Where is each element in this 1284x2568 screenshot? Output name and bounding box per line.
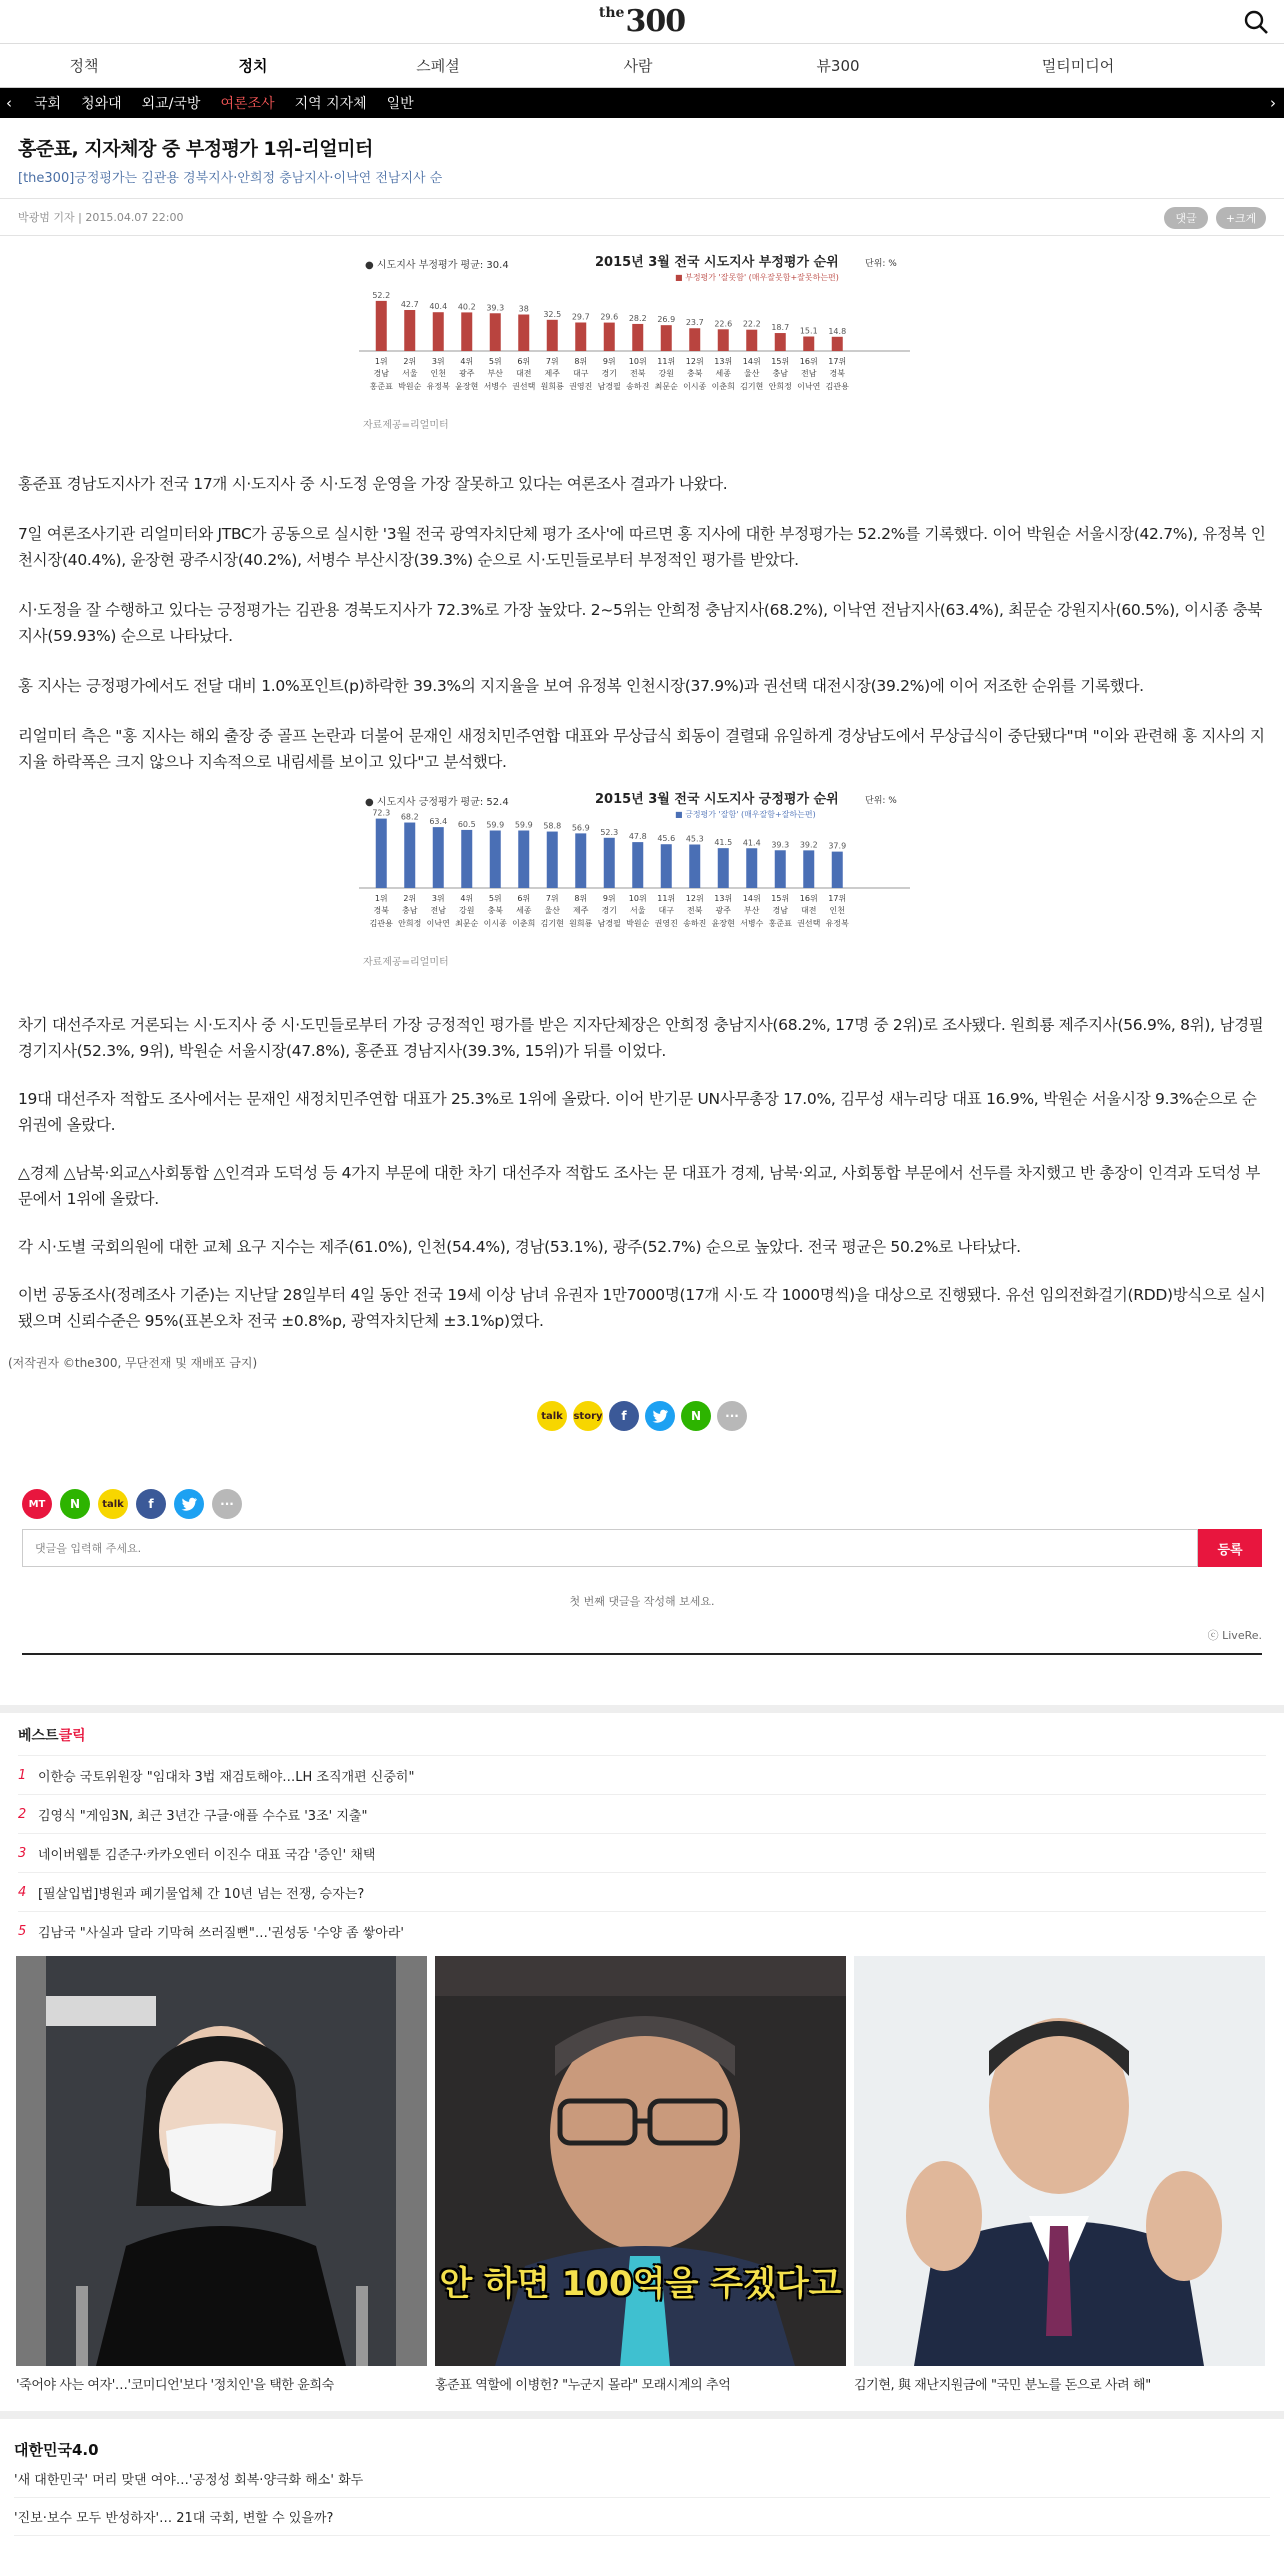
- chart-negative-svg: [355, 252, 915, 412]
- chart-name-label: 송하진: [626, 382, 650, 391]
- chart-region-label: 강원: [459, 906, 475, 915]
- nav-item-policy[interactable]: 정책: [69, 57, 99, 75]
- chart-bar: [661, 844, 672, 888]
- chart-value-label: 52.3: [600, 827, 619, 837]
- chart-value-label: 72.3: [372, 808, 391, 818]
- subnav-next-arrow[interactable]: ›: [1270, 94, 1276, 112]
- livere-credit[interactable]: ⓒ LiveRe.: [1207, 1629, 1262, 1642]
- chart-bar: [832, 852, 843, 888]
- facebook-login-icon[interactable]: f: [136, 1489, 166, 1519]
- chart-bar: [404, 823, 415, 888]
- chart-value-label: 14.8: [828, 326, 847, 336]
- chart-bar: [803, 337, 814, 351]
- chart-value-label: 26.9: [657, 315, 676, 325]
- chart-rank-label: 14위: [742, 357, 761, 366]
- twitter-share-icon[interactable]: [645, 1401, 675, 1431]
- photo-caption: 김기현, 與 재난지원금에 "국민 분노를 돈으로 사려 해": [854, 2378, 1151, 2393]
- chart-name-label: 홍준표: [768, 919, 792, 928]
- font-size-button[interactable]: +크게: [1216, 207, 1266, 229]
- chart-region-label: 강원: [658, 369, 674, 378]
- chart-legend: ■ 긍정평가 '잘함' (매우잘함+잘하는편): [675, 810, 816, 819]
- chart-region-label: 경남: [772, 906, 788, 915]
- best-item-rank: 3: [18, 1845, 27, 1861]
- best-item-text: 김영식 "게임3N, 최근 3년간 구글·애플 수수료 '3조' 지출": [38, 1808, 368, 1824]
- chart-rank-label: 4위: [460, 357, 474, 366]
- chart-value-label: 52.2: [372, 290, 391, 300]
- chart-value-label: 40.2: [457, 302, 476, 312]
- byline: 박광범 기자 | 2015.04.07 22:00: [18, 211, 184, 224]
- best-title-red: 클릭: [58, 1728, 86, 1744]
- chart-rank-label: 9위: [602, 357, 616, 366]
- best-click-item[interactable]: [18, 1911, 1266, 1950]
- chart-bar: [404, 310, 415, 351]
- photo-card[interactable]: [435, 1956, 846, 2393]
- chart-rank-label: 8위: [574, 894, 588, 903]
- chart-name-label: 김관용: [825, 382, 849, 391]
- chart-value-label: 18.7: [771, 323, 790, 333]
- chart-region-label: 전남: [801, 369, 817, 378]
- chart-rank-label: 15위: [771, 357, 790, 366]
- chart-rank-label: 12위: [685, 894, 704, 903]
- chart-name-label: 유정복: [426, 382, 450, 391]
- chart-region-label: 제주: [573, 906, 589, 915]
- chart-bar: [746, 330, 757, 351]
- chart-value-label: 56.9: [571, 823, 590, 833]
- chart-value-label: 15.1: [799, 326, 818, 336]
- chart-average-label: ● 시도지사 부정평가 평균: 30.4: [365, 260, 509, 271]
- article-subtitle: [the300]긍정평가는 김관용 경북지사·안희정 충남지사·이낙연 전남지사 순: [18, 171, 443, 186]
- chart-title: 2015년 3월 전국 시도지사 긍정평가 순위: [595, 792, 839, 807]
- chart-average-label: ● 시도지사 긍정평가 평균: 52.4: [365, 797, 509, 808]
- chart-region-label: 세종: [715, 369, 731, 378]
- chart-rank-label: 5위: [488, 894, 502, 903]
- chart-bar: [604, 838, 615, 888]
- chart-value-label: 39.3: [771, 840, 790, 850]
- chart-value-label: 38: [518, 304, 529, 314]
- chart-bar: [775, 333, 786, 351]
- best-item-text: 네이버웹툰 김준구·카카오엔터 이진수 대표 국감 '증인' 채택: [38, 1847, 376, 1863]
- chart-name-label: 안희정: [398, 919, 422, 928]
- more-login-icon[interactable]: ···: [212, 1489, 242, 1519]
- chart-rank-label: 6위: [517, 894, 531, 903]
- photo-overlay-text: 안 하면 100억을 주겠다고: [439, 2264, 842, 2304]
- chart-region-label: 부산: [744, 906, 760, 915]
- chart-value-label: 41.5: [714, 838, 733, 848]
- chart-rank-label: 11위: [657, 894, 676, 903]
- chart-name-label: 서병수: [483, 382, 507, 391]
- chart-name-label: 윤장현: [711, 919, 735, 928]
- chart-rank-label: 12위: [685, 357, 704, 366]
- chart-region-label: 부산: [487, 369, 503, 378]
- chart-bar: [376, 301, 387, 351]
- article-paragraph: 각 시·도별 국회의원에 대한 교체 요구 지수는 제주(61.0%), 인천(54.4%), 경남(53.1%), 광주(52.7%) 순으로 높았다. 전국 평균은 50.2%로 나타났다.: [18, 1238, 1021, 1256]
- best-click-title: [18, 1725, 1266, 1745]
- chart-name-label: 윤장현: [455, 382, 479, 391]
- chart-value-label: 23.7: [685, 318, 704, 328]
- chart-name-label: 김관용: [369, 919, 393, 928]
- chart-rank-label: 8위: [574, 357, 588, 366]
- chart-legend: ■ 부정평가 '잘못함' (매우잘못함+잘못하는편): [675, 273, 839, 282]
- chart-region-label: 전북: [630, 369, 646, 378]
- chart-rank-label: 14위: [742, 894, 761, 903]
- chart-name-label: 원희룡: [569, 919, 593, 928]
- chart-bar: [661, 325, 672, 351]
- article-paragraph: 시·도정을 잘 수행하고 있다는 긍정평가는 김관용 경북도지사가 72.3%로 가장 높았다. 2~5위는 안희정 충남지사(68.2%), 이낙연 전남지사(63.4%), 최문순 강원지사(60.5%), 이시종 충북지사(59.93%) 순으로 나타났다.: [18, 601, 1263, 645]
- chart-region-label: 전북: [687, 906, 703, 915]
- chart-name-label: 이춘희: [711, 382, 735, 391]
- chart-name-label: 송하진: [683, 919, 707, 928]
- chart-region-label: 인천: [430, 369, 446, 378]
- chart-value-label: 39.3: [486, 303, 505, 313]
- chart-rank-label: 13위: [714, 357, 733, 366]
- chart-rank-label: 6위: [517, 357, 531, 366]
- empty-comment-message: 첫 번째 댓글을 작성해 보세요.: [569, 1595, 715, 1608]
- best-click-list: [18, 1755, 1266, 1950]
- chart-value-label: 32.5: [543, 309, 562, 319]
- chart-bar: [518, 315, 529, 351]
- photo-thumbnail[interactable]: [16, 1956, 427, 2366]
- chart-value-label: 45.3: [685, 834, 704, 844]
- chart-region-label: 대전: [516, 369, 532, 378]
- chart-region-label: 대전: [801, 906, 817, 915]
- chart-value-label: 60.5: [457, 819, 476, 829]
- article-paragraph: 7일 여론조사기관 리얼미터와 JTBC가 공동으로 실시한 '3월 전국 광역자치단체 평가 조사'에 따르면 홍 지사에 대한 부정평가는 52.2%를 기록했다. 이어 박원순 서울시장(42.7%), 유정복 인천시장(40.4%), 윤장현 광주시장(40.2%), 서병수 부산시장(39.3%) 순으로 시·도민들로부터 부정적인 평가를 받았다.: [18, 525, 1266, 569]
- best-item-rank: 5: [18, 1923, 27, 1939]
- chart-rank-label: 15위: [771, 894, 790, 903]
- korea40-item[interactable]: '새 대한민국' 머리 맞댄 여야…'공정성 회복·양극화 해소' 화두: [14, 2460, 1270, 2498]
- best-item-text: 김남국 "사실과 달라 기막혀 쓰러질뻔"…'권성동 '수양 좀 쌓아라': [38, 1925, 404, 1941]
- subnav-item-diplomacy[interactable]: 외교/국방: [141, 96, 201, 112]
- best-click-item[interactable]: [18, 1872, 1266, 1911]
- chart-rank-label: 2위: [403, 894, 417, 903]
- chart-region-label: 충북: [687, 369, 703, 378]
- best-title-black: 베스트: [18, 1728, 59, 1744]
- comment-submit-button[interactable]: 등록: [1198, 1529, 1262, 1567]
- site-logo[interactable]: [0, 4, 1284, 39]
- nav-item-view300[interactable]: 뷰300: [816, 57, 860, 75]
- chart-region-label: 충남: [402, 906, 418, 915]
- logo-big-text: 300: [625, 4, 686, 39]
- copyright-notice: (저작권자 ©the300, 무단전재 및 재배포 금지): [8, 1356, 258, 1370]
- best-click-section: [0, 1713, 1284, 1950]
- chart-bar: [518, 830, 529, 888]
- chart-bar: [689, 328, 700, 351]
- chart-rank-label: 7위: [545, 894, 559, 903]
- article-paragraph: 홍 지사는 긍정평가에서도 전달 대비 1.0%포인트(p)하락한 39.3%의 지지율을 보여 유정복 인천시장(37.9%)과 권선택 대전시장(39.2%)에 이어 저조한 순위를 기록했다.: [18, 677, 1144, 695]
- mt-login-icon[interactable]: MT: [22, 1489, 52, 1519]
- chart-region-label: 제주: [544, 369, 560, 378]
- share-bar: [0, 1401, 1284, 1431]
- chart-rank-label: 10위: [628, 894, 647, 903]
- chart-rank-label: 5위: [488, 357, 502, 366]
- top-bar: [0, 0, 1284, 44]
- chart-name-label: 유정복: [825, 919, 849, 928]
- chart-value-label: 41.4: [742, 838, 761, 848]
- chart-positive-svg: [355, 789, 915, 949]
- chart-unit: 단위: %: [865, 796, 897, 806]
- korea40-title: 대한민국4.0: [14, 2441, 99, 2459]
- chart-bar: [547, 832, 558, 888]
- chart-rank-label: 9위: [602, 894, 616, 903]
- chart-region-label: 대구: [658, 906, 674, 915]
- chart-name-label: 이낙연: [426, 919, 450, 928]
- best-item-text: 이한승 국토위원장 "임대차 3법 재검토해야…LH 조직개편 신중히": [38, 1769, 415, 1785]
- article-paragraph: 19대 대선주자 적합도 조사에서는 문재인 새정치민주연합 대표가 25.3%로 1위에 올랐다. 이어 반기문 UN사무총장 17.0%, 김무성 새누리당 대표 16.9%, 박원순 서울시장 9.3%순으로 순위권에 올랐다.: [18, 1090, 1257, 1134]
- photo-illustration: [16, 1956, 427, 2366]
- chart-region-label: 서울: [402, 369, 418, 378]
- chart-bar: [490, 313, 501, 351]
- chart-name-label: 이시종: [683, 382, 707, 391]
- chart-region-label: 세종: [516, 906, 532, 915]
- comment-login-bar: [22, 1489, 1262, 1519]
- korea40-item[interactable]: '진보·보수 모두 반성하자'… 21대 국회, 변할 수 있을까?: [14, 2498, 1270, 2536]
- chart-bar: [775, 850, 786, 888]
- chart-name-label: 권선택: [797, 919, 821, 928]
- twitter-login-icon[interactable]: [174, 1489, 204, 1519]
- chart-bar: [632, 324, 643, 351]
- article-header: [0, 118, 1284, 186]
- chart-region-label: 광주: [715, 906, 731, 915]
- chart-name-label: 남경필: [597, 919, 621, 928]
- subnav-item-assembly[interactable]: 국회: [34, 96, 62, 112]
- chart-region-label: 울산: [744, 369, 760, 378]
- chart-value-label: 40.4: [429, 302, 448, 312]
- chart-title: 2015년 3월 전국 시도지사 부정평가 순위: [595, 255, 839, 270]
- chart-name-label: 이시종: [483, 919, 507, 928]
- chart-value-label: 59.9: [486, 820, 505, 830]
- chart-name-label: 권영진: [569, 382, 593, 391]
- chart-name-label: 박원순: [626, 919, 650, 928]
- chart-bar: [490, 830, 501, 888]
- article-paragraph: 이번 공동조사(정례조사 기준)는 지난달 28일부터 4일 동안 전국 19세 이상 남녀 유권자 1만7000명(17개 시·도 각 1000명씩)을 대상으로 진행됐다. 유선 임의전화걸기(RDD)방식으로 실시됐으며 신뢰수준은 95%(표본오차 전국 ±0.8%p, 광역자치단체 ±3.1%p)였다.: [18, 1286, 1266, 1330]
- chart-rank-label: 17위: [828, 894, 847, 903]
- chart-region-label: 경기: [601, 369, 617, 378]
- chart-credit: 자료제공=리얼미터: [363, 957, 449, 968]
- chart-bar: [575, 833, 586, 888]
- photo-card[interactable]: [854, 1956, 1265, 2393]
- chart-name-label: 홍준표: [369, 382, 393, 391]
- best-item-text: [필살입법]병원과 폐기물업체 간 10년 넘는 전쟁, 승자는?: [38, 1886, 365, 1902]
- chart-bar: [547, 320, 558, 351]
- naver-share-icon[interactable]: N: [681, 1401, 711, 1431]
- chart-credit: 자료제공=리얼미터: [363, 420, 449, 431]
- chart-region-label: 경북: [373, 906, 389, 915]
- chart-rank-label: 3위: [431, 357, 445, 366]
- best-click-item[interactable]: [18, 1794, 1266, 1833]
- best-item-rank: 4: [18, 1884, 27, 1900]
- korea40-section: [0, 2411, 1284, 2536]
- comment-button[interactable]: 댓글: [1164, 207, 1208, 229]
- article-paragraph: 차기 대선주자로 거론되는 시·도지사 중 시·도민들로부터 가장 긍정적인 평가를 받은 지자단체장은 안희정 충남지사(68.2%, 17명 중 2위)로 조사됐다. 원희룡 제주지사(56.9%, 8위), 남경필 경기지사(52.3%, 9위), 박원순 서울시장(47.8%), 홍준표 경남지사(39.3%, 15위)가 뒤를 이었다.: [18, 1016, 1264, 1060]
- kakao-login-icon[interactable]: talk: [98, 1489, 128, 1519]
- photo-card[interactable]: [16, 1956, 427, 2393]
- chart-value-label: 22.2: [742, 319, 761, 329]
- chart-region-label: 경기: [601, 906, 617, 915]
- best-item-rank: 2: [18, 1806, 27, 1822]
- chart-rank-label: 1위: [374, 357, 388, 366]
- main-nav: [0, 44, 1284, 88]
- chart-bar: [433, 827, 444, 888]
- chart-bar: [832, 337, 843, 351]
- chart-rank-label: 17위: [828, 357, 847, 366]
- kakao-share-icon[interactable]: talk: [537, 1401, 567, 1431]
- chart-value-label: 37.9: [828, 841, 847, 851]
- article-paragraph: 리얼미터 측은 "홍 지사는 해외 출장 중 골프 논란과 더불어 문재인 새정치민주연합 대표와 무상급식 회동이 결렬돼 유일하게 경상남도에서 무상급식이 중단됐다"며 "이와 관련해 홍 지사의 지지율 하락폭은 크지 않으나 지속적으로 내림세를 보이고 있다"고 분석했다.: [18, 727, 1265, 771]
- chart-value-label: 59.9: [514, 820, 533, 830]
- article-title: 홍준표, 지자체장 중 부정평가 1위-리얼미터: [18, 138, 373, 160]
- chart-bar: [689, 845, 700, 888]
- chart-region-label: 충남: [772, 369, 788, 378]
- chart-region-label: 경남: [373, 369, 389, 378]
- chart-name-label: 안희정: [768, 382, 792, 391]
- chart-negative: [355, 252, 915, 431]
- chart-rank-label: 2위: [403, 357, 417, 366]
- nav-item-politics[interactable]: 정치: [238, 57, 268, 75]
- best-click-item[interactable]: [18, 1833, 1266, 1872]
- section-gap: [0, 1655, 1284, 1713]
- chart-name-label: 김기현: [540, 919, 564, 928]
- chart-rank-label: 1위: [374, 894, 388, 903]
- chart-bar: [746, 848, 757, 888]
- chart-name-label: 최문순: [654, 382, 678, 391]
- nav-item-special[interactable]: 스페셜: [416, 57, 460, 75]
- chart-rank-label: 11위: [657, 357, 676, 366]
- chart-name-label: 이춘희: [512, 919, 536, 928]
- chart-rank-label: 10위: [628, 357, 647, 366]
- chart-value-label: 63.4: [429, 817, 448, 827]
- photo-thumbnail[interactable]: [854, 1956, 1265, 2366]
- chart-value-label: 29.6: [600, 312, 619, 322]
- chart-name-label: 원희룡: [540, 382, 564, 391]
- chart-rank-label: 3위: [431, 894, 445, 903]
- chart-bar: [461, 312, 472, 351]
- subnav-item-local[interactable]: 지역 지자체: [294, 96, 367, 112]
- chart-region-label: 경북: [829, 369, 845, 378]
- chart-value-label: 47.8: [628, 832, 647, 842]
- subnav-item-bluehouse[interactable]: 청와대: [81, 96, 122, 112]
- chart-value-label: 28.2: [628, 313, 647, 323]
- chart-region-label: 서울: [630, 906, 646, 915]
- chart-bar: [376, 819, 387, 888]
- more-share-icon[interactable]: ···: [717, 1401, 747, 1431]
- sub-nav: [0, 88, 1284, 118]
- chart-value-label: 29.7: [571, 312, 590, 322]
- chart-value-label: 42.7: [400, 300, 419, 310]
- photo-news-row: [0, 1950, 1284, 2393]
- chart-value-label: 68.2: [400, 812, 419, 822]
- chart-name-label: 이낙연: [797, 382, 821, 391]
- chart-value-label: 22.6: [714, 319, 733, 329]
- subnav-item-poll[interactable]: 여론조사: [220, 96, 275, 112]
- chart-bar: [803, 850, 814, 888]
- chart-value-label: 58.8: [543, 821, 562, 831]
- naver-login-icon[interactable]: N: [60, 1489, 90, 1519]
- chart-name-label: 남경필: [597, 382, 621, 391]
- chart-value-label: 39.2: [799, 840, 818, 850]
- chart-name-label: 최문순: [455, 919, 479, 928]
- chart-positive: [355, 789, 915, 968]
- photo-caption: '죽어야 사는 여자'…'코미디언'보다 '정치인'을 택한 윤희숙: [16, 2378, 334, 2393]
- chart-bar: [718, 329, 729, 351]
- chart-region-label: 충북: [487, 906, 503, 915]
- chart-name-label: 권선택: [512, 382, 536, 391]
- comment-form: [22, 1529, 1262, 1567]
- chart-name-label: 권영진: [654, 919, 678, 928]
- chart-region-label: 광주: [459, 369, 475, 378]
- nav-item-people[interactable]: 사람: [623, 57, 653, 75]
- kakaostory-share-icon[interactable]: story: [573, 1401, 603, 1431]
- photo-thumbnail[interactable]: [435, 1956, 846, 2366]
- chart-region-label: 대구: [573, 369, 589, 378]
- chart-bar: [604, 323, 615, 351]
- comment-input[interactable]: [22, 1529, 1198, 1567]
- article-paragraph: △경제 △남북·외교△사회통합 △인격과 도덕성 등 4가지 부문에 대한 차기 대선주자 적합도 조사는 문 대표가 경제, 남북·외교, 사회통합 부문에서 선두를 차지했고 반 총장이 인격과 도덕성 부문에서 1위에 올랐다.: [18, 1164, 1261, 1208]
- chart-rank-label: 13위: [714, 894, 733, 903]
- chart-bar: [461, 830, 472, 888]
- chart-name-label: 김기현: [740, 382, 764, 391]
- facebook-share-icon[interactable]: f: [609, 1401, 639, 1431]
- chart-rank-label: 7위: [545, 357, 559, 366]
- chart-rank-label: 4위: [460, 894, 474, 903]
- subnav-item-general[interactable]: 일반: [386, 96, 414, 112]
- logo-small-text: the: [598, 5, 625, 21]
- chart-value-label: 45.6: [657, 834, 676, 844]
- chart-region-label: 울산: [544, 906, 560, 915]
- photo-caption: 홍준표 역할에 이병헌? "누군지 몰라" 모래시계의 추억: [435, 2378, 731, 2393]
- best-item-rank: 1: [18, 1767, 27, 1783]
- nav-item-multimedia[interactable]: 멀티미디어: [1041, 57, 1115, 75]
- chart-bar: [632, 842, 643, 888]
- subnav-prev-arrow[interactable]: ‹: [6, 94, 12, 112]
- chart-name-label: 박원순: [398, 382, 422, 391]
- article-meta-bar: [0, 198, 1284, 236]
- article-paragraph: 홍준표 경남도지사가 전국 17개 시·도지사 중 시·도정 운영을 가장 잘못하고 있다는 여론조사 결과가 나왔다.: [18, 475, 728, 493]
- chart-unit: 단위: %: [865, 259, 897, 269]
- chart-rank-label: 16위: [799, 894, 818, 903]
- chart-bar: [718, 848, 729, 888]
- chart-name-label: 서병수: [740, 919, 764, 928]
- comment-section: [22, 1489, 1262, 1655]
- chart-bar: [575, 322, 586, 351]
- chart-rank-label: 16위: [799, 357, 818, 366]
- chart-region-label: 전남: [430, 906, 446, 915]
- chart-region-label: 인천: [829, 906, 845, 915]
- photo-illustration: [854, 1956, 1265, 2366]
- best-click-item[interactable]: [18, 1755, 1266, 1794]
- search-icon[interactable]: [1242, 8, 1270, 36]
- chart-bar: [433, 312, 444, 351]
